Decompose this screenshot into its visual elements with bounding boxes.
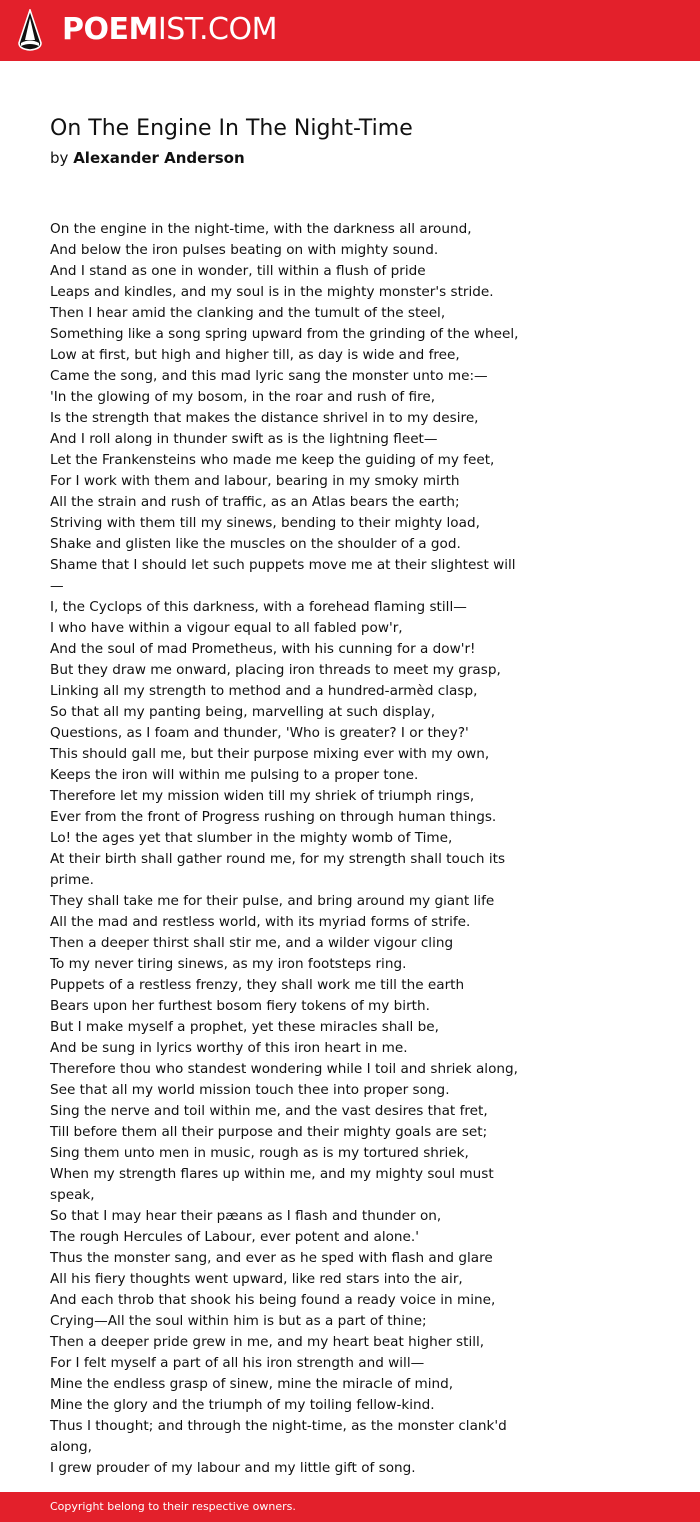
poem-line: To my never tiring sinews, as my iron footsteps ring.	[50, 956, 407, 972]
poem-line: When my strength flares up within me, and my mighty soul must speak,	[50, 1166, 494, 1203]
poem-line: Came the song, and this mad lyric sang the monster unto me:—	[50, 368, 488, 384]
poem-line: For I felt myself a part of all his iron strength and will—	[50, 1355, 425, 1371]
poem-line: Then I hear amid the clanking and the tumult of the steel,	[50, 305, 446, 321]
pen-nib-icon[interactable]	[17, 9, 43, 51]
poem-line: Thus I thought; and through the night-time, as the monster clank'd along,	[50, 1418, 507, 1455]
poem-line: I who have within a vigour equal to all fabled pow'r,	[50, 620, 403, 636]
poem-line: And be sung in lyrics worthy of this iron heart in me.	[50, 1040, 408, 1056]
poem-line: Ever from the front of Progress rushing on through human things.	[50, 809, 497, 825]
poem-line: Puppets of a restless frenzy, they shall work me till the earth	[50, 977, 465, 993]
poem-line: Bears upon her furthest bosom fiery tokens of my birth.	[50, 998, 430, 1014]
site-logo[interactable]	[62, 12, 277, 48]
poem-line: Lo! the ages yet that slumber in the mighty womb of Time,	[50, 830, 453, 846]
poem-line: All the strain and rush of traffic, as an Atlas bears the earth;	[50, 494, 460, 510]
poem-line: Striving with them till my sinews, bending to their mighty load,	[50, 515, 480, 531]
poem-line: I, the Cyclops of this darkness, with a forehead flaming still—	[50, 599, 467, 615]
byline	[50, 149, 245, 167]
poem-line: Shame that I should let such puppets move me at their slightest will—	[50, 557, 516, 594]
poem-line: And the soul of mad Prometheus, with his cunning for a dow'r!	[50, 641, 476, 657]
poem-line: Then a deeper pride grew in me, and my heart beat higher still,	[50, 1334, 485, 1350]
poem-line: For I work with them and labour, bearing in my smoky mirth	[50, 473, 460, 489]
poem-line: Then a deeper thirst shall stir me, and a wilder vigour cling	[50, 935, 454, 951]
poem-line: So that all my panting being, marvelling at such display,	[50, 704, 436, 720]
poem-line: Is the strength that makes the distance shrivel in to my desire,	[50, 410, 479, 426]
poem-line: They shall take me for their pulse, and bring around my giant life	[50, 893, 495, 909]
poem-line: All the mad and restless world, with its myriad forms of strife.	[50, 914, 471, 930]
poem-line: Something like a song spring upward from the grinding of the wheel,	[50, 326, 519, 342]
copyright-notice: Copyright belong to their respective owners.	[50, 1500, 296, 1513]
poem-line: Low at first, but high and higher till, as day is wide and free,	[50, 347, 460, 363]
poem-line: And each throb that shook his being found a ready voice in mine,	[50, 1292, 496, 1308]
poem-line: I grew prouder of my labour and my little gift of song.	[50, 1460, 416, 1476]
poem-line: So that I may hear their pæans as I flash and thunder on,	[50, 1208, 442, 1224]
brand-bold-text: POEM	[62, 12, 158, 47]
poem-line: But I make myself a prophet, yet these miracles shall be,	[50, 1019, 439, 1035]
site-header	[0, 0, 700, 61]
poem-line: And below the iron pulses beating on with mighty sound.	[50, 242, 439, 258]
poem-line: Shake and glisten like the muscles on the shoulder of a god.	[50, 536, 461, 552]
poem-line: Keeps the iron will within me pulsing to a proper tone.	[50, 767, 419, 783]
by-label: by	[50, 149, 69, 167]
poem-line: And I stand as one in wonder, till within a flush of pride	[50, 263, 426, 279]
poem-line: Let the Frankensteins who made me keep the guiding of my feet,	[50, 452, 495, 468]
poem-line: At their birth shall gather round me, for my strength shall touch its prime.	[50, 851, 506, 888]
poem-line: And I roll along in thunder swift as is the lightning fleet—	[50, 431, 438, 447]
poem-line: The rough Hercules of Labour, ever potent and alone.'	[50, 1229, 419, 1245]
poem-line: Till before them all their purpose and their mighty goals are set;	[50, 1124, 488, 1140]
poem-title: On The Engine In The Night-Time	[50, 116, 413, 141]
poem-line: This should gall me, but their purpose mixing ever with my own,	[50, 746, 490, 762]
poem-line: Linking all my strength to method and a hundred-armèd clasp,	[50, 683, 478, 699]
site-footer	[0, 1492, 700, 1522]
poem-line: Leaps and kindles, and my soul is in the mighty monster's stride.	[50, 284, 494, 300]
poem-line: But they draw me onward, placing iron threads to meet my grasp,	[50, 662, 501, 678]
poem-line: Sing them unto men in music, rough as is my tortured shriek,	[50, 1145, 469, 1161]
poem-line: Therefore thou who standest wondering while I toil and shriek along,	[50, 1061, 518, 1077]
poem-line: Thus the monster sang, and ever as he sped with flash and glare	[50, 1250, 493, 1266]
poem-body	[50, 219, 650, 1479]
brand-light-text: IST.COM	[157, 12, 277, 47]
poem-line: Mine the endless grasp of sinew, mine the miracle of mind,	[50, 1376, 454, 1392]
author-name: Alexander Anderson	[73, 149, 245, 167]
poem-line: Therefore let my mission widen till my shriek of triumph rings,	[50, 788, 475, 804]
poem-line: Mine the glory and the triumph of my toiling fellow-kind.	[50, 1397, 435, 1413]
poem-line: Sing the nerve and toil within me, and the vast desires that fret,	[50, 1103, 488, 1119]
poem-line: Questions, as I foam and thunder, 'Who is greater? I or they?'	[50, 725, 469, 741]
poem-line: Crying—All the soul within him is but as a part of thine;	[50, 1313, 427, 1329]
poem-line: All his fiery thoughts went upward, like red stars into the air,	[50, 1271, 463, 1287]
poem-line: 'In the glowing of my bosom, in the roar and rush of fire,	[50, 389, 436, 405]
poem-line: See that all my world mission touch thee into proper song.	[50, 1082, 450, 1098]
poem-line: On the engine in the night-time, with the darkness all around,	[50, 221, 472, 237]
